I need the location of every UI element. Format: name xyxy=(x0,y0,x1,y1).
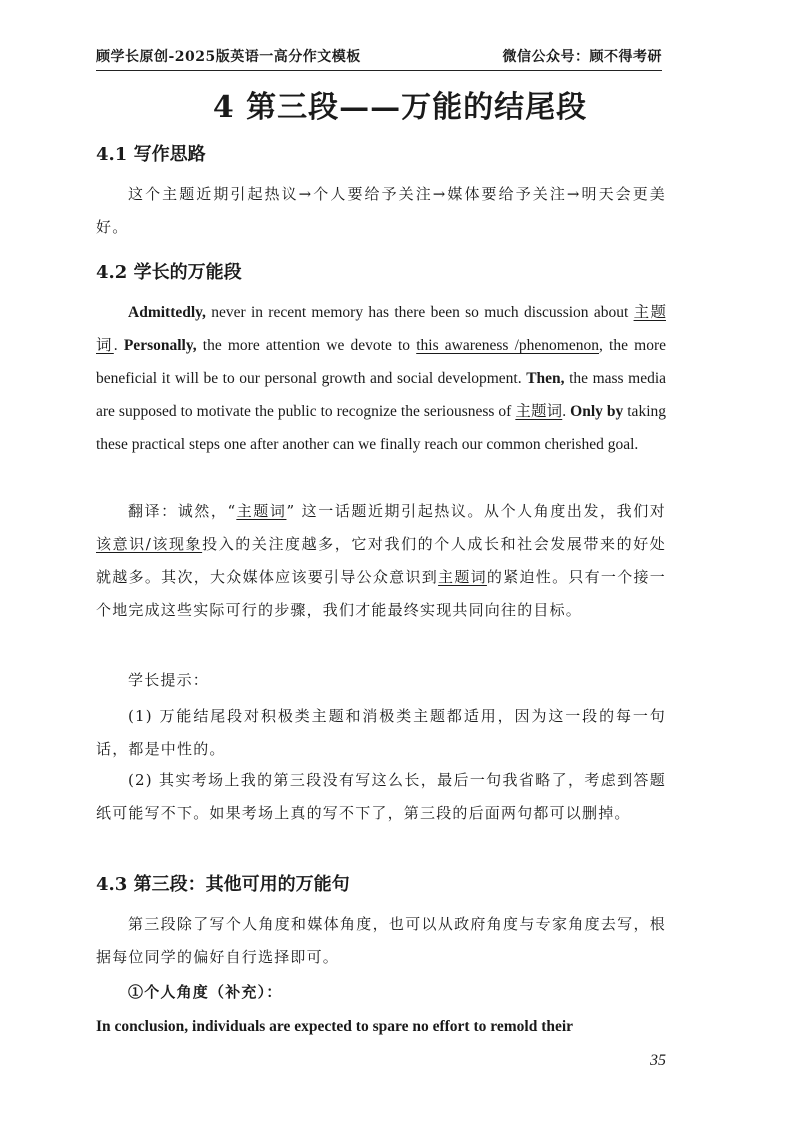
tips-label: 学长提示： xyxy=(128,671,210,689)
en-dot-2: . xyxy=(562,403,571,420)
section-4-3-heading: 4.3 第三段：其他可用的万能句 xyxy=(96,874,350,895)
tip-2: (2) 其实考场上我的第三段没有写这么长，最后一句我省略了，考虑到答题纸可能写不下。如果考场上真的写不下了，第三段的后面两句都可以删掉。 xyxy=(96,771,666,822)
connector-admittedly: Admittedly, xyxy=(128,304,206,321)
page-header xyxy=(96,44,662,66)
section-4-1-text: 这个主题近期引起热议→个人要给予关注→媒体要给予关注→明天会更美好。 xyxy=(96,185,666,236)
tr-text-1: 诚然，“ xyxy=(177,502,237,520)
section-4-1-heading: 4.1 写作思路 xyxy=(96,144,206,165)
conclusion-sentence: In conclusion, individuals are expected to spare no effort to remold their xyxy=(96,1018,574,1035)
tip-1: (1) 万能结尾段对积极类主题和消极类主题都适用，因为这一段的每一句话，都是中性的。 xyxy=(96,707,666,758)
en-text-1: never in recent memory has there been so much discussion about xyxy=(205,304,634,321)
header-right: 微信公众号：顾不得考研 xyxy=(502,49,662,65)
header-left: 顾学长原创-2025版英语一高分作文模板 xyxy=(96,49,361,65)
en-text-2: the more attention we devote to xyxy=(196,337,417,354)
topic-placeholder-2: 主题词 xyxy=(515,403,563,420)
connector-then: Then, xyxy=(526,370,565,387)
section-4-3-intro: 第三段除了写个人角度和媒体角度，也可以从政府角度与专家角度去写，根据每位同学的偏好自行选择即可。 xyxy=(96,915,666,966)
translation-label: 翻译： xyxy=(128,502,178,520)
en-text-5: taking these practical steps one after another can we finally reach our common cherished goal. xyxy=(96,403,666,453)
chapter-title: 4 第三段——万能的结尾段 xyxy=(212,90,588,125)
connector-only-by: Only by xyxy=(570,403,624,420)
connector-personally: Personally, xyxy=(123,337,197,354)
tr-topic-2: 主题词 xyxy=(438,568,487,586)
awareness-placeholder: this awareness /phenomenon xyxy=(416,337,599,354)
tr-topic-1: 主题词 xyxy=(236,502,287,520)
template-paragraph-english xyxy=(96,296,666,461)
tr-text-4: 的紧迫性。只有一个接一个地完成这些实际可行的步骤，我们才能最终实现共同向往的目标。 xyxy=(96,568,667,619)
en-text-4: the mass media are supposed to motivate the public to recognize the seriousness of xyxy=(96,370,667,420)
en-dot-1: . xyxy=(113,337,124,354)
translation-paragraph xyxy=(96,495,666,627)
topic-placeholder-1: 主题词 xyxy=(96,304,666,354)
page-number: 35 xyxy=(650,1052,666,1069)
subsection-individual: ①个人角度（补充）： xyxy=(128,983,283,1001)
tr-text-3: 投入的关注度越多，它对我们的个人成长和社会发展带来的好处就越多。其次，大众媒体应该要引导公众意识到 xyxy=(96,535,666,586)
header-divider xyxy=(96,70,662,71)
tr-awareness: 该意识/该现象 xyxy=(96,535,203,553)
en-text-3: , the more beneficial it will be to our personal growth and social development. xyxy=(96,337,666,387)
section-4-2-heading: 4.2 学长的万能段 xyxy=(96,262,242,283)
tr-text-2: ” 这一话题近期引起热议。从个人角度出发，我们对 xyxy=(286,502,666,520)
